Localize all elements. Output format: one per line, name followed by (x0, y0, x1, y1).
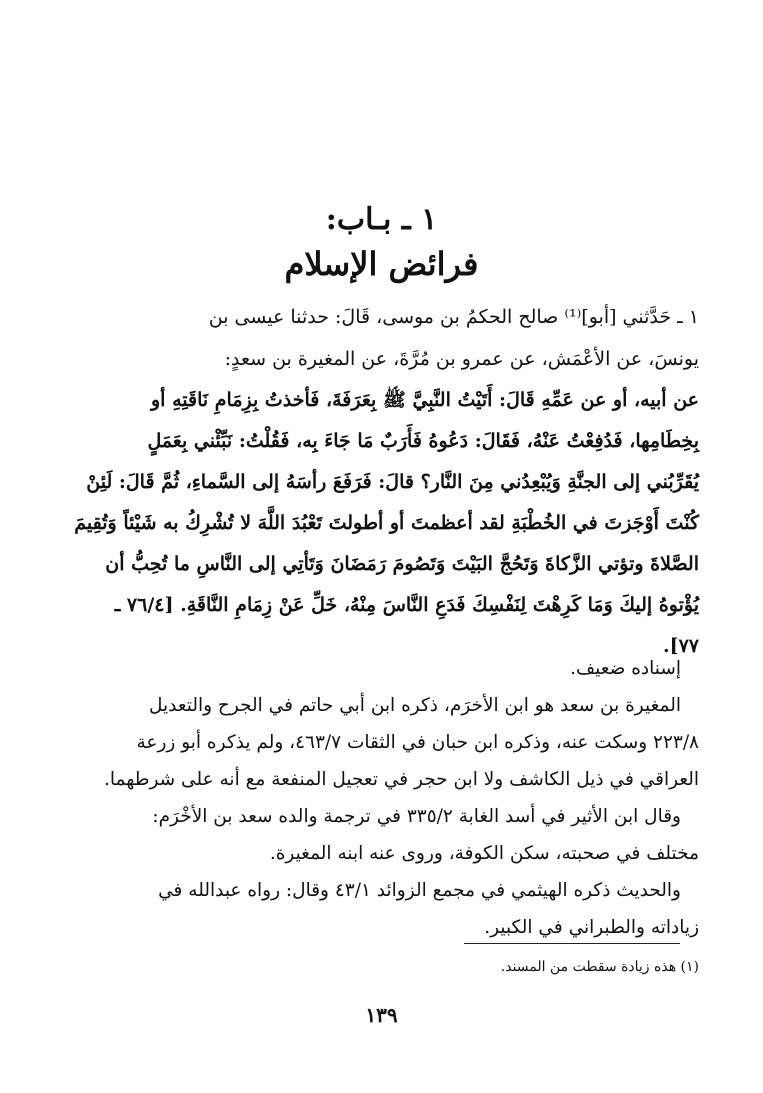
page-number: ١٣٩ (365, 1003, 398, 1027)
hadith-line: يُؤْتوهُ إليكَ وَمَا كَرِهْتَ لِنَفْسِكَ فَدَعِ النَّاسَ مِنْهُ، خَلِّ عَنْ زِمَامِ النَّاقَةِ. [٧٦/٤ ـ (114, 594, 699, 616)
commentary-line: زياداته والطبراني في الكبير. (484, 917, 699, 938)
commentary-line: وقال ابن الأثير في أسد الغابة ٣٣٥/٢ في ترجمة والده سعد بن الأخْرَم: (152, 806, 681, 827)
commentary (46, 650, 699, 946)
isnad-line: يونسَ، عن الأعْمَش، عن عمرو بن مُرَّةَ، عن المغيرة بن سعدٍ: (224, 348, 699, 370)
hadith-line: عن أبيه، أو عن عَمِّهِ قَالَ: أَتَيْتُ النَّبِيَّ ﷺ بِعَرَفَةَ، فَأخذتُ بِزِمَامِ نَاقَتِهِ أو (151, 389, 699, 411)
hadith-line: بِخِطَامِها، فَدُفِعْتُ عَنْهُ، فَقَالَ: دَعُوهُ فَأَرَبٌ مَا جَاءَ بِه، فَقُلْتُ: نَبِّئْني بِعَمَلٍ (147, 430, 699, 452)
commentary-line: والحديث ذكره الهيثمي في مجمع الزوائد ٤٣/١ وقال: رواه عبدالله في (158, 880, 681, 901)
chapter-title: فرائض الإسلام (284, 245, 479, 283)
footnote-divider (464, 943, 680, 944)
footnote: (١) هذه زيادة سقطت من المسند. (500, 959, 699, 975)
hadith-line: ٧٧]. (662, 635, 699, 657)
commentary-line: مختلف في صحبته، سكن الكوفة، وروى عنه ابنه المغيرة. (269, 843, 699, 864)
hadith-text (46, 380, 699, 667)
chapter-number: ١ ـ بـاب: (325, 202, 438, 237)
commentary-line: المغيرة بن سعد هو ابن الأخرَم، ذكره ابن أبي حاتم في الجرح والتعديل (148, 695, 681, 716)
isnad-paragraph (46, 296, 699, 380)
isnad-grade: إسناده ضعيف. (570, 658, 681, 679)
isnad-line: ١ ـ حَدَّثني [أبو]⁽¹⁾ صالح الحكمُ بن موسى، قَالَ: حدثنا عيسى بن (208, 306, 699, 328)
hadith-line: الصَّلاةَ وتؤتي الزَّكاةَ وَتَحُجَّ البَيْتَ وَتَصُومَ رَمَضَانَ وَتَأتِي إلى النَّاسِ ما تُحِبُّ أن (105, 553, 699, 575)
hadith-line: يُقَرِّبُني إلى الجنَّةِ وَيُبْعِدُني مِنَ النَّار؟ قالَ: فَرَفَعَ رأسَهُ إلى السَّماءِ، ثُمَّ قَالَ: لَئِنْ (86, 471, 699, 493)
commentary-line: ٢٢٣/٨ وسكت عنه، وذكره ابن حبان في الثقات ٤٦٣/٧، ولم يذكره أبو زرعة (136, 732, 699, 753)
commentary-line: العراقي في ذيل الكاشف ولا ابن حجر في تعجيل المنفعة مع أنه على شرطهما. (104, 769, 699, 790)
hadith-line: كُنْتَ أَوْجَزتَ في الخُطْبَةِ لقد أعظمتَ أو أطولتَ تَعْبُدَ اللَّهَ لا تُشْرِكُ به شَيْئاً وَتُقِيمَ (74, 512, 699, 534)
